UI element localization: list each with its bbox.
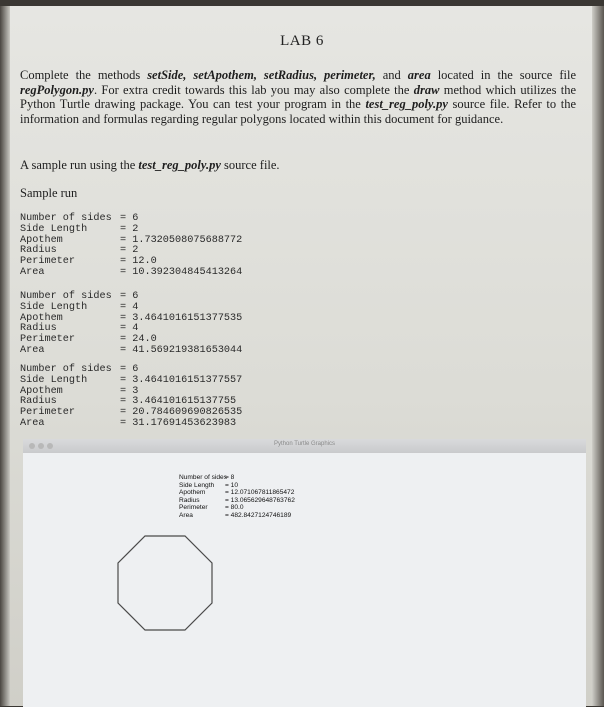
method-draw: draw [413, 82, 440, 97]
octagon-drawing [115, 533, 215, 633]
window-title-bar [23, 439, 586, 453]
test-file-name: test_reg_poly.py [365, 97, 448, 112]
page-edge-shadow [592, 6, 604, 706]
window-title: Python Turtle Graphics [273, 441, 336, 447]
source-file-name: regPolygon.py [20, 82, 94, 97]
instructions-paragraph: Complete the methods setSide, setApothem, setRadius, perimeter, and area located in the source file regPolygon.py. For extra credit towards this lab you may also complete the draw method which utilizes the Python Turtle drawing package. You can test your program in the test_reg_poly.py source file. Refer to the information and formulas regarding regular polygons located within this document for guidance. [20, 68, 577, 126]
method-area: area [407, 68, 431, 82]
method-names: setSide, setApothem, setRadius, perimeter, [147, 68, 376, 82]
turtle-graphics-window: Python Turtle Graphics Number of sides = 8 Side Length = 10 Apothem = 12.071067811865472 Radius = 13.065629648763762 Perimeter = 80.0 Area = 482.8427124746189 [23, 439, 586, 707]
sample-description: A sample run using the test_reg_poly.py source file. [20, 158, 280, 172]
document-page: LAB 6 Complete the methods setSide, setApothem, setRadius, perimeter, and area located in the source file regPolygon.py. For extra credit towards this lab you may also complete the draw method which utilizes the Python Turtle drawing package. You can test your program in the test_reg_poly.py source file. Refer to the information and formulas regarding regular polygons located within this document for guidance. A sample run using the test_reg_poly.py source file. Sample run Number of sides = 6 Side Length = 2 Apothem = 1.7320508075688772 Radius = 2 Perimeter = 12.0 Area = 10.392304845413264 Number of sides = 6 Side Length = 4 Apothem = 3.4641016151377535 Radius = 4 Perimeter = 24.0 Area = 41.569219381653044 Number of sides = 6 Side Length = 3.4641016151377557 Apothem = 3 Radius = 3.464101615137755 Perimeter = 20.784609690826535 Area = 31.17691453623983 Python Turtle Graphics Number of sides = 8 Side Length = 10 Apothem = 12.071067811865472 Radius = 13.065629648763762 Perimeter = 80.0 Area = 482.8427124746189 [0, 6, 604, 706]
page-title: LAB 6 [280, 33, 324, 49]
page-edge-shadow [0, 6, 10, 706]
test-file-name: test_reg_poly.py [138, 158, 221, 172]
sample-run-heading: Sample run [20, 186, 78, 200]
octagon-shape [118, 536, 212, 630]
